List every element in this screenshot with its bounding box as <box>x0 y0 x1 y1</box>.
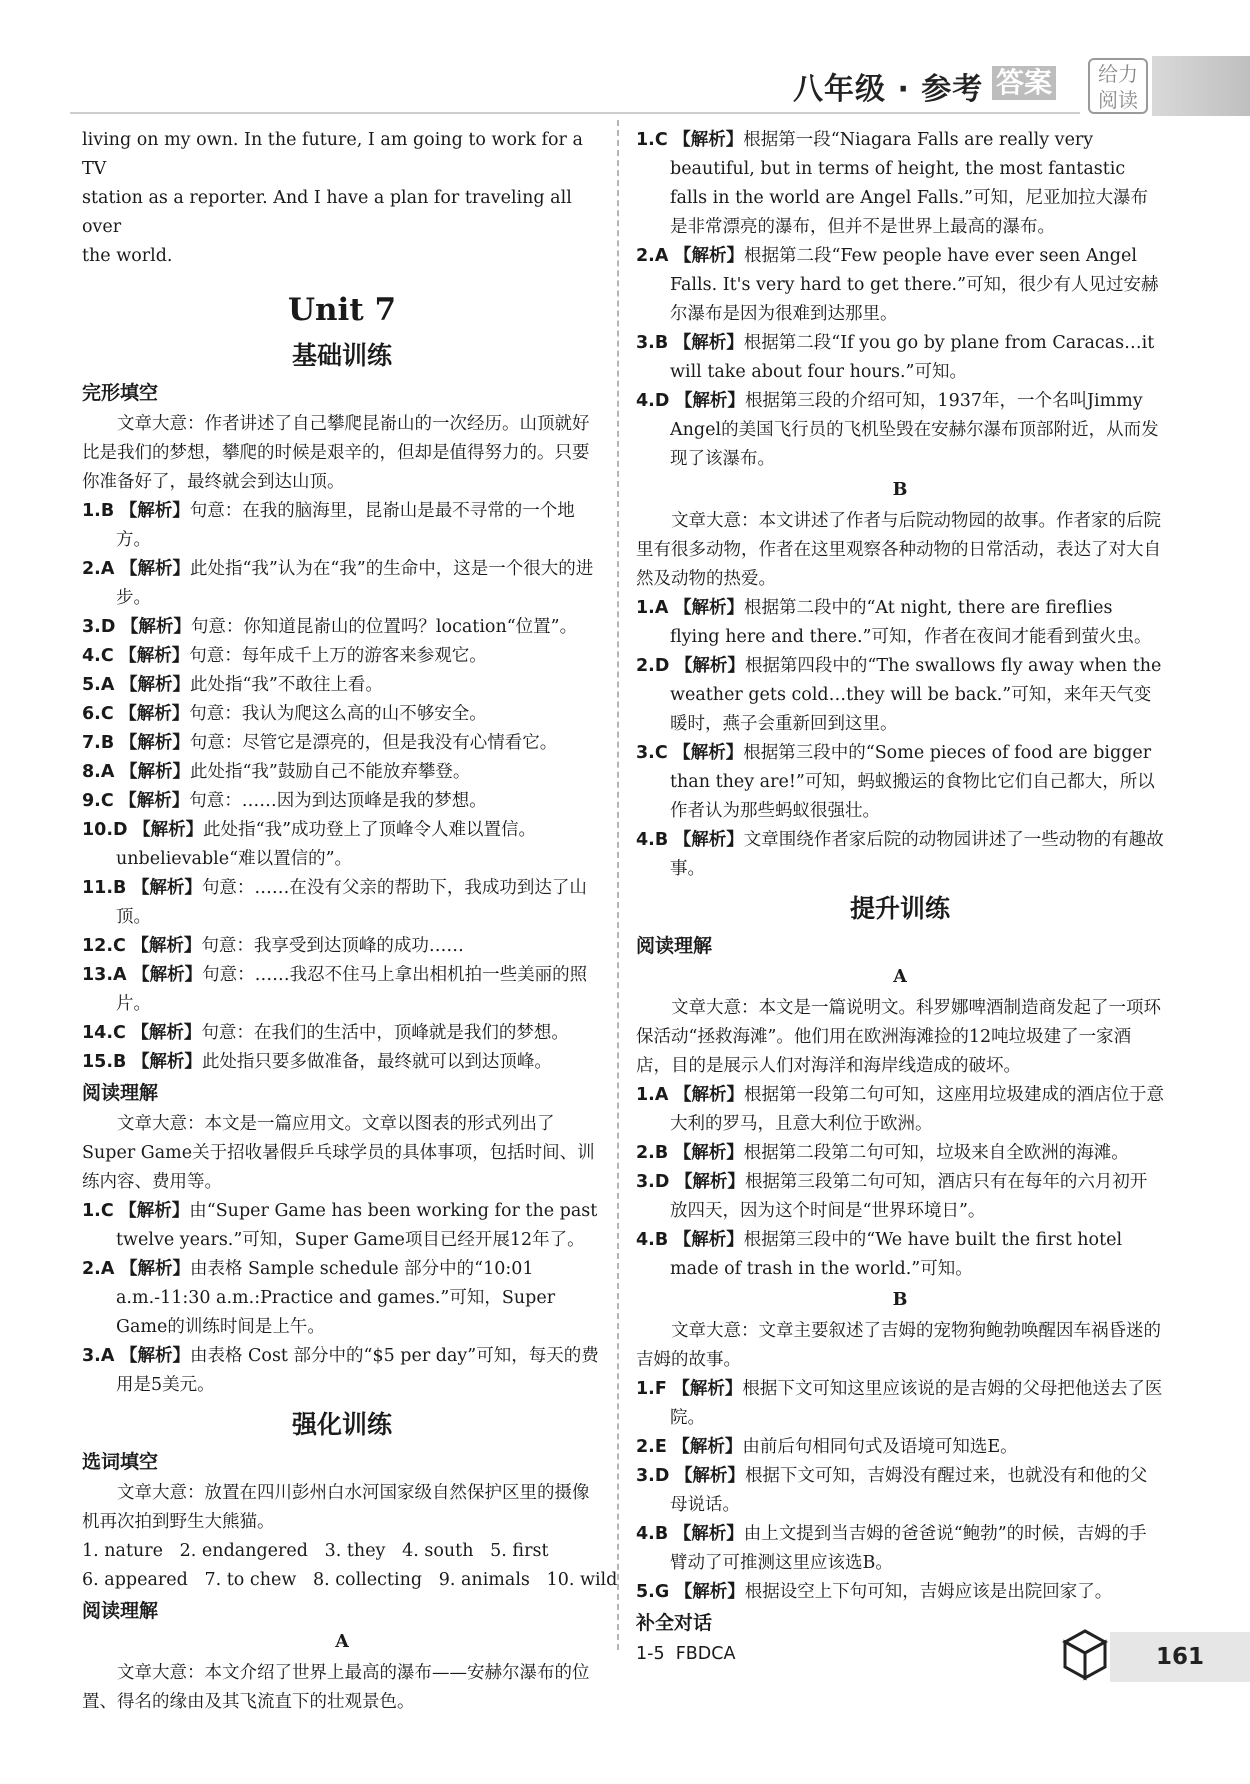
item-text: 句意：在我们的生活中，顶峰就是我们的梦想。 <box>201 1023 569 1043</box>
item-num: 3. <box>636 1466 655 1486</box>
item-num: 15. <box>82 1052 114 1072</box>
item-num: 11. <box>82 878 114 898</box>
section-title-advanced: 提升训练 <box>849 894 950 923</box>
item-text: 句意：尽管它是漂亮的，但是我没有心情看它。 <box>189 733 558 753</box>
answer-item <box>636 1226 1164 1284</box>
item-num: 3. <box>82 617 101 637</box>
answer-item <box>82 497 602 555</box>
fill-answers-row-1: 1. nature 2. endangered 3. they 4. south 5. first <box>82 1541 549 1561</box>
item-num: 1. <box>82 501 101 521</box>
subsection-title-reading: 阅读理解 <box>82 1082 159 1104</box>
item-answer: A <box>654 598 669 618</box>
item-tag: 【解析】 <box>673 1143 744 1163</box>
answer-item <box>636 242 1164 329</box>
answer-item <box>636 1375 1164 1433</box>
answer-item <box>82 787 602 816</box>
answer-item <box>82 671 602 700</box>
logo-line-1: 给力 <box>1098 62 1138 86</box>
item-tag: 【解析】 <box>673 1230 744 1250</box>
item-tag: 【解析】 <box>131 1023 202 1043</box>
subsection-title-fill: 选词填空 <box>82 1451 159 1473</box>
item-tag: 【解析】 <box>119 704 190 724</box>
answer-item <box>82 613 602 642</box>
item-num: 4. <box>636 830 655 850</box>
item-num: 3. <box>636 743 655 763</box>
answer-item <box>636 126 1164 242</box>
item-tag: 【解析】 <box>119 1201 190 1221</box>
passage-letter-d: B <box>892 1290 908 1310</box>
unit-title: Unit 7 <box>287 292 397 328</box>
fill-summary: 文章大意：放置在四川彭州白水河国家级自然保护区里的摄像机再次拍到野生大熊猫。 <box>82 1483 590 1532</box>
item-tag: 【解析】 <box>673 830 744 850</box>
item-answer: B <box>113 1052 127 1072</box>
item-text: 根据第三段中的“Some pieces of food are bigger than they are!”可知，蚂蚁搬运的食物比它们自己都大，所以作者认为那些蚂蚁很强壮。 <box>670 743 1155 821</box>
item-num: 2. <box>82 559 101 579</box>
item-answer: A <box>100 762 115 782</box>
item-tag: 【解析】 <box>119 675 190 695</box>
item-text: 根据下文可知，吉姆没有醒过来，也就没有和他的父母说话。 <box>670 1466 1148 1515</box>
answer-item <box>82 729 602 758</box>
item-num: 5. <box>636 1582 655 1602</box>
item-text: 此处指“我”鼓励自己不能放弃攀登。 <box>189 762 471 782</box>
item-num: 4. <box>636 391 655 411</box>
item-answer: F <box>654 1379 667 1399</box>
item-answer: A <box>100 559 115 579</box>
item-answer: C <box>654 130 668 150</box>
subsection-title-dialog: 补全对话 <box>636 1612 713 1634</box>
passage-letter-a: A <box>335 1632 349 1652</box>
answer-item <box>82 758 602 787</box>
item-answer: C <box>100 704 114 724</box>
answer-item <box>636 1462 1164 1520</box>
answer-item <box>82 961 602 1019</box>
item-num: 1. <box>636 130 655 150</box>
item-answer: A <box>100 1259 115 1279</box>
left-column <box>82 126 618 1717</box>
item-text: 根据第三段的介绍可知，1937年，一个名叫Jimmy Angel的美国飞行员的飞机坠毁在安赫尔瀑布顶部附近，从而发现了该瀑布。 <box>670 391 1159 469</box>
item-text: 句意：你知道昆嵛山的位置吗？location“位置”。 <box>190 617 578 637</box>
item-text: 句意：每年成千上万的游客来参观它。 <box>189 646 487 666</box>
item-answer: C <box>100 791 114 811</box>
item-tag: 【解析】 <box>673 743 744 763</box>
reading2-summary: 文章大意：本文介绍了世界上最高的瀑布——安赫尔瀑布的位置、得名的缘由及其飞流直下的壮观景色。 <box>82 1663 590 1712</box>
dialog-answers: 1-5 FBDCA <box>636 1644 736 1664</box>
item-tag: 【解析】 <box>674 1466 745 1486</box>
item-text: 句意：……因为到达顶峰是我的梦想。 <box>189 791 487 811</box>
item-num: 1. <box>636 1085 655 1105</box>
item-tag: 【解析】 <box>673 130 744 150</box>
item-answer: A <box>654 246 669 266</box>
answer-item <box>636 1139 1164 1168</box>
answer-item <box>82 1019 602 1048</box>
answer-item <box>82 1342 602 1400</box>
item-text: 根据第三段第二句可知，酒店只有在每年的六月初开放四天，因为这个时间是“世界环境日”。 <box>670 1172 1148 1221</box>
item-text: 由表格 Sample schedule 部分中的“10:01 a.m.-11:30 a.m.:Practice and games.”可知，Super Game的训练时间是上午。 <box>116 1259 556 1337</box>
answer-item <box>636 1578 1164 1607</box>
passage-letter-b: B <box>892 480 908 500</box>
item-tag: 【解析】 <box>131 1052 202 1072</box>
item-answer: B <box>654 1524 669 1544</box>
item-answer: C <box>113 936 126 956</box>
subsection-title-cloze: 完形填空 <box>82 382 159 404</box>
header-answer-badge: 答案 <box>992 66 1056 100</box>
subsection-title-reading-2: 阅读理解 <box>82 1600 159 1622</box>
header-grade-title: 八年级 · 参考 <box>793 72 984 107</box>
item-tag: 【解析】 <box>674 391 745 411</box>
item-tag: 【解析】 <box>119 791 190 811</box>
item-num: 2. <box>636 656 655 676</box>
page-header <box>0 0 1250 120</box>
logo-line-2: 阅读 <box>1098 88 1138 112</box>
item-text: 此处指“我”成功登上了顶峰令人难以置信。unbelievable“难以置信的”。 <box>116 820 537 869</box>
right-column <box>636 126 1164 1669</box>
item-text: 根据第二段中的“At night, there are fireflies flying here and there.”可知，作者在夜间才能看到萤火虫。 <box>670 598 1152 647</box>
item-text: 由表格 Cost 部分中的“$5 per day”可知，每天的费用是5美元。 <box>116 1346 599 1395</box>
item-tag: 【解析】 <box>673 598 744 618</box>
item-tag: 【解析】 <box>119 762 190 782</box>
item-num: 4. <box>636 1524 655 1544</box>
item-num: 2. <box>636 1143 655 1163</box>
header-rule <box>70 112 1080 114</box>
item-text: 由“Super Game has been working for the past twelve years.”可知，Super Game项目已经开展12年了。 <box>116 1201 598 1250</box>
item-tag: 【解析】 <box>119 501 190 521</box>
item-text: 由上文提到当吉姆的爸爸说“鲍勃”的时候，吉姆的手臂动了可推测这里应该选B。 <box>670 1524 1147 1573</box>
item-answer: B <box>654 1143 669 1163</box>
item-answer: B <box>100 501 115 521</box>
answer-item <box>82 555 602 613</box>
item-text: 根据第二段“Few people have ever seen Angel Falls. It's very hard to get there.”可知，很少有人见过安赫尔瀑布是因为很难到达那里。 <box>670 246 1159 324</box>
answer-item <box>636 1433 1164 1462</box>
item-tag: 【解析】 <box>672 1379 743 1399</box>
item-answer: D <box>100 617 116 637</box>
item-text: 由前后句相同句式及语境可知选E。 <box>742 1437 1018 1457</box>
answer-item <box>82 816 602 874</box>
item-num: 2. <box>82 1259 101 1279</box>
answer-item <box>636 387 1164 474</box>
item-answer: E <box>654 1437 667 1457</box>
item-answer: D <box>654 391 670 411</box>
item-text: 句意：……我忍不住马上拿出相机拍一些美丽的照片。 <box>116 965 588 1014</box>
cloze-answer-list <box>82 497 602 1077</box>
item-num: 9. <box>82 791 101 811</box>
item-tag: 【解析】 <box>119 733 190 753</box>
item-tag: 【解析】 <box>119 1346 190 1366</box>
item-num: 7. <box>82 733 101 753</box>
item-tag: 【解析】 <box>132 965 203 985</box>
answer-item <box>82 1048 602 1077</box>
item-answer: C <box>100 1201 114 1221</box>
item-num: 12. <box>82 936 114 956</box>
item-text: 根据设空上下句可知，吉姆应该是出院回家了。 <box>744 1582 1113 1602</box>
answer-item <box>636 594 1164 652</box>
d-summary: 文章大意：文章主要叙述了吉姆的宠物狗鲍勃唤醒因车祸昏迷的吉姆的故事。 <box>636 1321 1161 1370</box>
reading-summary: 文章大意：本文是一篇应用文。文章以图表的形式列出了Super Game关于招收暑假乒乓球学员的具体事项，包括时间、训练内容、费用等。 <box>82 1114 595 1192</box>
item-text: 句意：在我的脑海里，昆嵛山是最不寻常的一个地方。 <box>116 501 575 550</box>
item-num: 3. <box>636 333 655 353</box>
item-text: 根据第一段第二句可知，这座用垃圾建成的酒店位于意大利的罗马，且意大利位于欧洲。 <box>670 1085 1164 1134</box>
answer-item <box>82 642 602 671</box>
item-text: 根据第二段第二句可知，垃圾来自全欧洲的海滩。 <box>743 1143 1129 1163</box>
answer-item <box>636 1168 1164 1226</box>
section-title-basic: 基础训练 <box>291 341 392 370</box>
item-num: 1. <box>636 598 655 618</box>
item-tag: 【解析】 <box>119 559 190 579</box>
item-text: 句意：……在没有父亲的帮助下，我成功到达了山顶。 <box>116 878 587 927</box>
item-answer: A <box>100 1346 115 1366</box>
item-tag: 【解析】 <box>674 1582 745 1602</box>
answer-item <box>636 1520 1164 1578</box>
page-number: 161 <box>1110 1632 1250 1682</box>
item-answer: B <box>654 333 669 353</box>
answer-item <box>636 329 1164 387</box>
item-answer: B <box>654 1230 669 1250</box>
cloze-summary: 文章大意：作者讲述了自己攀爬昆嵛山的一次经历。山顶就好比是我们的梦想，攀爬的时候是艰辛的，但却是值得努力的。只要你准备好了，最终就会到达山顶。 <box>82 414 590 492</box>
item-text: 根据下文可知这里应该说的是吉姆的父母把他送去了医院。 <box>670 1379 1163 1428</box>
item-answer: D <box>113 820 128 840</box>
c-summary: 文章大意：本文是一篇说明文。科罗娜啤酒制造商发起了一项环保活动“拯救海滩”。他们用在欧洲海滩捡的12吨垃圾建了一家酒店，目的是展示人们对海洋和海岸线造成的破坏。 <box>636 998 1161 1076</box>
item-text: 句意：我享受到达顶峰的成功…… <box>201 936 464 956</box>
item-tag: 【解析】 <box>672 1437 743 1457</box>
item-answer: A <box>113 965 127 985</box>
item-tag: 【解析】 <box>119 646 190 666</box>
b-summary: 文章大意：本文讲述了作者与后院动物园的故事。作者家的后院里有很多动物，作者在这里观察各种动物的日常活动，表达了对大自然及动物的热爱。 <box>636 511 1161 589</box>
item-text: 文章围绕作者家后院的动物园讲述了一些动物的有趣故事。 <box>670 830 1164 879</box>
answer-item <box>82 874 602 932</box>
item-answer: B <box>100 733 115 753</box>
column-divider <box>617 120 619 1650</box>
item-answer: B <box>113 878 127 898</box>
item-text: 根据第四段中的“The swallows fly away when the weather gets cold…they will be back.”可知，来年天气变暖时，燕子会重新回到这里。 <box>670 656 1162 734</box>
answer-item <box>636 826 1164 884</box>
intro-line-1: living on my own. In the future, I am going to work for a TV <box>82 130 583 179</box>
intro-line-3: the world. <box>82 246 173 266</box>
item-num: 4. <box>82 646 101 666</box>
item-tag: 【解析】 <box>131 878 202 898</box>
cube-icon <box>1062 1628 1108 1682</box>
item-answer: D <box>654 1466 670 1486</box>
item-tag: 【解析】 <box>673 1524 744 1544</box>
answer-item <box>82 1255 602 1342</box>
item-text: 此处指“我”认为在“我”的生命中，这是一个很大的进步。 <box>116 559 594 608</box>
item-text: 此处指“我”不敢往上看。 <box>189 675 383 695</box>
item-answer: G <box>654 1582 670 1602</box>
item-text: 根据第二段“If you go by plane from Caracas…it will take about four hours.”可知。 <box>670 333 1155 382</box>
item-num: 1. <box>636 1379 655 1399</box>
answer-item <box>636 739 1164 826</box>
item-answer: D <box>654 1172 670 1192</box>
item-tag: 【解析】 <box>674 656 745 676</box>
item-answer: C <box>100 646 114 666</box>
header-decor-bar <box>1152 56 1250 116</box>
item-num: 13. <box>82 965 114 985</box>
item-num: 14. <box>82 1023 114 1043</box>
item-tag: 【解析】 <box>131 936 202 956</box>
item-num: 3. <box>82 1346 101 1366</box>
item-answer: C <box>113 1023 126 1043</box>
item-num: 6. <box>82 704 101 724</box>
item-tag: 【解析】 <box>673 246 744 266</box>
item-num: 4. <box>636 1230 655 1250</box>
item-tag: 【解析】 <box>133 820 204 840</box>
item-text: 根据第三段中的“We have built the first hotel made of trash in the world.”可知。 <box>670 1230 1123 1279</box>
passage-letter-c: A <box>893 967 907 987</box>
item-tag: 【解析】 <box>119 1259 190 1279</box>
item-num: 2. <box>636 246 655 266</box>
item-answer: A <box>100 675 115 695</box>
item-num: 8. <box>82 762 101 782</box>
item-num: 10. <box>82 820 114 840</box>
subsection-title-reading-3: 阅读理解 <box>636 935 713 957</box>
answer-item <box>82 1197 602 1255</box>
item-answer: B <box>654 830 669 850</box>
item-tag: 【解析】 <box>120 617 191 637</box>
item-num: 5. <box>82 675 101 695</box>
answer-item <box>636 1081 1164 1139</box>
item-text: 句意：我认为爬这么高的山不够安全。 <box>189 704 487 724</box>
item-num: 2. <box>636 1437 655 1457</box>
item-answer: D <box>654 656 670 676</box>
item-text: 根据第一段“Niagara Falls are really very beautiful, but in terms of height, the most fantastic falls in the world are Angel Falls.”可知，尼亚加拉大瀑布是非常漂亮的瀑布，但并不是世界上最高的瀑布。 <box>670 130 1148 237</box>
item-num: 1. <box>82 1201 101 1221</box>
section-title-intensive: 强化训练 <box>291 1410 392 1439</box>
fill-answers-row-2: 6. appeared 7. to chew 8. collecting 9. animals 10. wild <box>82 1570 618 1590</box>
item-tag: 【解析】 <box>673 333 744 353</box>
item-num: 3. <box>636 1172 655 1192</box>
item-tag: 【解析】 <box>674 1172 745 1192</box>
item-answer: A <box>654 1085 669 1105</box>
answer-item <box>82 932 602 961</box>
intro-line-2: station as a reporter. And I have a plan for traveling all over <box>82 188 572 237</box>
series-logo <box>1088 58 1148 114</box>
answer-item <box>82 700 602 729</box>
item-answer: C <box>654 743 668 763</box>
item-text: 此处指只要多做准备，最终就可以到达顶峰。 <box>201 1052 552 1072</box>
answer-item <box>636 652 1164 739</box>
item-tag: 【解析】 <box>673 1085 744 1105</box>
